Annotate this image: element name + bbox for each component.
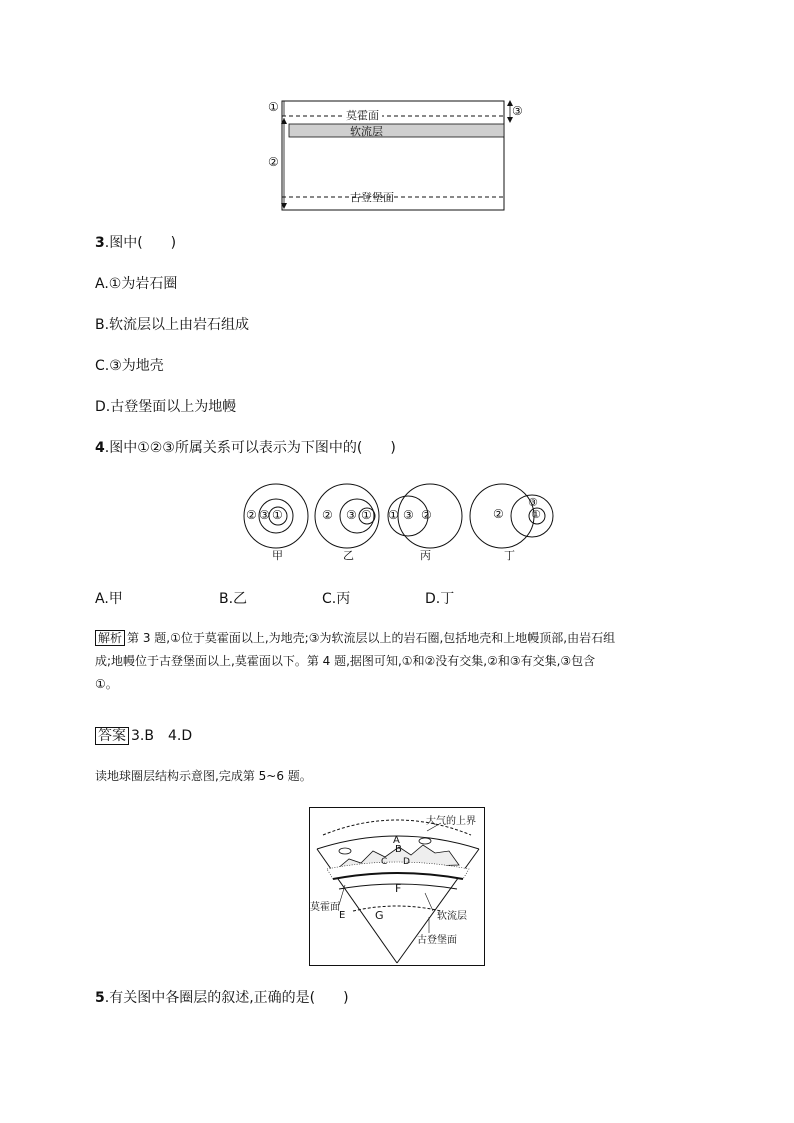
question-3-text: .图中( ) xyxy=(104,235,177,251)
jia-2: ② xyxy=(246,508,257,522)
answer-line xyxy=(95,726,192,746)
q3-option-a: A.①为岩石圈 xyxy=(95,276,178,292)
analysis-tag: 解析 xyxy=(95,630,125,646)
q4-option-a: A.甲 xyxy=(95,591,123,607)
bing-3: ③ xyxy=(403,508,414,522)
earth-layers-figure xyxy=(309,807,485,966)
yi-3: ③ xyxy=(346,508,357,522)
letter-g: G xyxy=(375,909,384,922)
asthenosphere-label-2: 软流层 xyxy=(437,911,467,922)
q4-option-c: C.丙 xyxy=(322,591,351,607)
gutenberg-label: 古登堡面 xyxy=(350,191,394,204)
atmosphere-top-label: 大气的上界 xyxy=(426,816,476,827)
question-5-number: 5 xyxy=(95,990,105,1006)
marker-2: ② xyxy=(268,155,279,169)
letter-b: B xyxy=(395,844,402,855)
analysis-line-1: 第 3 题,①位于莫霍面以上,为地壳;③为软流层以上的岩石圈,包括地壳和上地幔顶部,由岩石组 xyxy=(127,631,616,645)
q4-option-d: D.丁 xyxy=(425,591,455,607)
bing-1: ① xyxy=(388,508,399,522)
question-4-text: .图中①②③所属关系可以表示为下图中的( ) xyxy=(104,440,396,456)
gutenberg-label-2: 古登堡面 xyxy=(417,935,457,946)
asthenosphere-label: 软流层 xyxy=(350,125,383,138)
q3-option-c: C.③为地壳 xyxy=(95,358,164,374)
label-ding: 丁 xyxy=(504,549,515,562)
question-3-number: 3 xyxy=(95,235,105,251)
ding-1: ① xyxy=(531,508,541,521)
label-yi: 乙 xyxy=(343,549,354,562)
bing-2: ② xyxy=(421,508,432,522)
letter-c: C xyxy=(381,857,388,867)
jia-1: ① xyxy=(272,508,283,522)
answer-tag: 答案 xyxy=(95,727,129,745)
jia-3: ③ xyxy=(259,508,270,522)
ding-3: ③ xyxy=(528,496,538,509)
moho-label-2: 莫霍面 xyxy=(310,902,340,913)
moho-label: 莫霍面 xyxy=(346,109,379,122)
letter-f: F xyxy=(395,882,402,895)
label-bing: 丙 xyxy=(420,549,431,562)
yi-1: ① xyxy=(361,508,372,522)
q3-option-d: D.古登堡面以上为地幔 xyxy=(95,399,237,415)
marker-1: ① xyxy=(268,100,279,114)
label-jia: 甲 xyxy=(272,549,283,562)
layer-structure-figure xyxy=(264,96,534,216)
intro-text: 读地球圈层结构示意图,完成第 5~6 题。 xyxy=(95,769,312,783)
ding-2: ② xyxy=(493,507,504,521)
question-4-stem xyxy=(95,438,396,458)
letter-d: D xyxy=(403,857,410,867)
analysis-line-2: 成;地幔位于古登堡面以上,莫霍面以下。第 4 题,据图可知,①和②没有交集,②和③有交集,③包含 xyxy=(95,654,596,668)
answer-text: 3.B 4.D xyxy=(131,728,193,744)
letter-e: E xyxy=(339,910,346,921)
q3-option-b: B.软流层以上由岩石组成 xyxy=(95,317,250,333)
q4-option-b: B.乙 xyxy=(219,591,248,607)
question-5-stem xyxy=(95,988,349,1008)
question-5-text: .有关图中各圈层的叙述,正确的是( ) xyxy=(104,990,349,1006)
analysis-block xyxy=(95,627,705,696)
letter-a: A xyxy=(393,835,400,846)
question-4-number: 4 xyxy=(95,440,105,456)
marker-3: ③ xyxy=(512,104,523,118)
question-3-stem xyxy=(95,233,176,253)
analysis-line-3: ①。 xyxy=(95,677,118,691)
yi-2: ② xyxy=(322,508,333,522)
circle-diagrams xyxy=(240,482,560,564)
layer-structure-svg xyxy=(264,96,534,216)
